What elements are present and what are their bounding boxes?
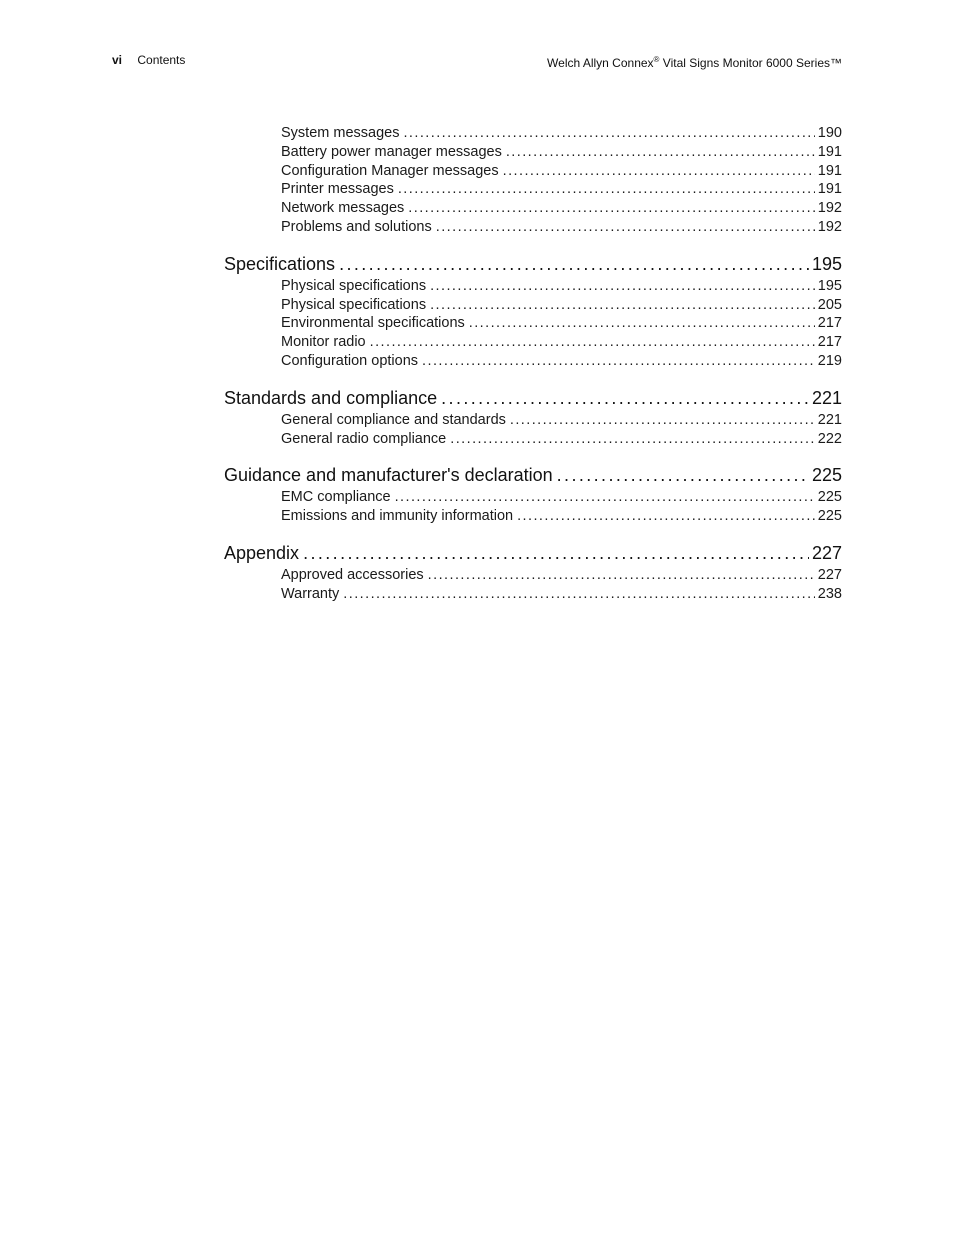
toc-section-title: Specifications	[224, 253, 336, 274]
toc-entry-page: 190	[817, 125, 842, 141]
header-left	[112, 51, 185, 69]
page-number: vi	[112, 53, 123, 67]
toc-entry-page: 195	[817, 277, 842, 294]
toc-entry[interactable]	[281, 507, 842, 526]
toc-entry-page: 227	[817, 566, 842, 583]
dot-leader	[343, 585, 815, 604]
toc-entry-page: 217	[817, 315, 842, 332]
toc-entry-page: 219	[817, 352, 842, 369]
toc-section-standards	[224, 385, 842, 449]
dot-leader	[503, 162, 815, 181]
toc-entry-page: 192	[817, 200, 842, 217]
toc-entry-label: Printer messages	[281, 181, 394, 198]
registered-mark: ®	[653, 55, 660, 64]
dot-leader	[403, 124, 814, 143]
toc-entry-page: 222	[817, 430, 842, 447]
dot-leader	[370, 333, 815, 352]
toc-entry-page: 225	[817, 489, 842, 506]
toc-entry[interactable]	[281, 162, 842, 181]
toc-entry[interactable]	[281, 314, 842, 333]
toc-section-heading[interactable]	[224, 385, 842, 411]
table-of-contents	[224, 124, 842, 604]
dot-leader	[506, 143, 815, 162]
dot-leader	[510, 411, 815, 430]
toc-entry-label: Battery power manager messages	[281, 143, 502, 160]
toc-entry-label: General compliance and standards	[281, 411, 506, 428]
toc-entry-page: 238	[817, 585, 842, 602]
toc-entry[interactable]	[281, 218, 842, 237]
toc-entry-page: 225	[817, 508, 842, 525]
dot-leader	[517, 507, 815, 526]
dot-leader	[441, 385, 809, 411]
toc-section-title: Appendix	[224, 542, 300, 563]
dot-leader	[430, 296, 815, 315]
toc-section-heading[interactable]	[224, 462, 842, 488]
toc-entry-label: Configuration Manager messages	[281, 162, 499, 179]
title-suffix: Vital Signs Monitor 6000 Series™	[659, 56, 842, 70]
toc-entry-page: 191	[817, 181, 842, 198]
toc-entry[interactable]	[281, 352, 842, 371]
toc-entry[interactable]	[281, 277, 842, 296]
toc-section-specifications	[224, 251, 842, 371]
dot-leader	[398, 180, 815, 199]
toc-section-heading[interactable]	[224, 540, 842, 566]
toc-top-entries	[224, 124, 842, 237]
title-prefix: Welch Allyn Connex	[547, 56, 654, 70]
toc-entry[interactable]	[281, 199, 842, 218]
toc-section-page: 227	[811, 542, 842, 563]
document-title	[547, 51, 842, 72]
toc-section-appendix	[224, 540, 842, 604]
dot-leader	[469, 314, 815, 333]
toc-entry[interactable]	[281, 143, 842, 162]
toc-section-guidance	[224, 462, 842, 526]
toc-entry[interactable]	[281, 411, 842, 430]
toc-entry-label: General radio compliance	[281, 430, 447, 447]
running-header	[112, 51, 842, 69]
toc-entry[interactable]	[281, 585, 842, 604]
toc-section-heading[interactable]	[224, 251, 842, 277]
dot-leader	[408, 199, 815, 218]
toc-entry[interactable]	[281, 430, 842, 449]
toc-entry[interactable]	[281, 296, 842, 315]
toc-entry-label: Physical specifications	[281, 277, 427, 294]
toc-entry-label: Problems and solutions	[281, 218, 432, 235]
dot-leader	[436, 218, 815, 237]
toc-section-page: 221	[811, 387, 842, 408]
toc-entry-page: 205	[817, 296, 842, 313]
toc-entry-label: Physical specifications	[281, 296, 427, 313]
dot-leader	[422, 352, 815, 371]
toc-entry-label: Warranty	[281, 585, 340, 602]
toc-entry[interactable]	[281, 333, 842, 352]
toc-section-page: 225	[811, 465, 842, 486]
toc-section-page: 195	[811, 253, 842, 274]
toc-entry-page: 191	[817, 143, 842, 160]
dot-leader	[395, 488, 815, 507]
toc-entry-label: Emissions and immunity information	[281, 508, 514, 525]
dot-leader	[557, 462, 809, 488]
toc-entry-label: EMC compliance	[281, 489, 391, 506]
toc-entry[interactable]	[281, 566, 842, 585]
toc-section-title: Guidance and manufacturer's declaration	[224, 465, 553, 486]
toc-entry-page: 192	[817, 218, 842, 235]
toc-entry[interactable]	[281, 124, 842, 143]
toc-entry[interactable]	[281, 488, 842, 507]
toc-entry-label: Approved accessories	[281, 566, 424, 583]
dot-leader	[303, 540, 809, 566]
dot-leader	[339, 251, 809, 277]
toc-entry-page: 217	[817, 334, 842, 351]
toc-entry-page: 221	[817, 411, 842, 428]
toc-entry[interactable]	[281, 180, 842, 199]
dot-leader	[450, 430, 815, 449]
toc-entry-label: System messages	[281, 125, 400, 141]
toc-entry-label: Monitor radio	[281, 334, 366, 351]
toc-entry-label: Network messages	[281, 200, 405, 217]
toc-entry-label: Configuration options	[281, 352, 419, 369]
toc-section-title: Standards and compliance	[224, 387, 438, 408]
toc-entry-label: Environmental specifications	[281, 315, 465, 332]
toc-entry-page: 191	[817, 162, 842, 179]
header-section: Contents	[137, 53, 186, 67]
dot-leader	[428, 566, 815, 585]
dot-leader	[430, 277, 815, 296]
